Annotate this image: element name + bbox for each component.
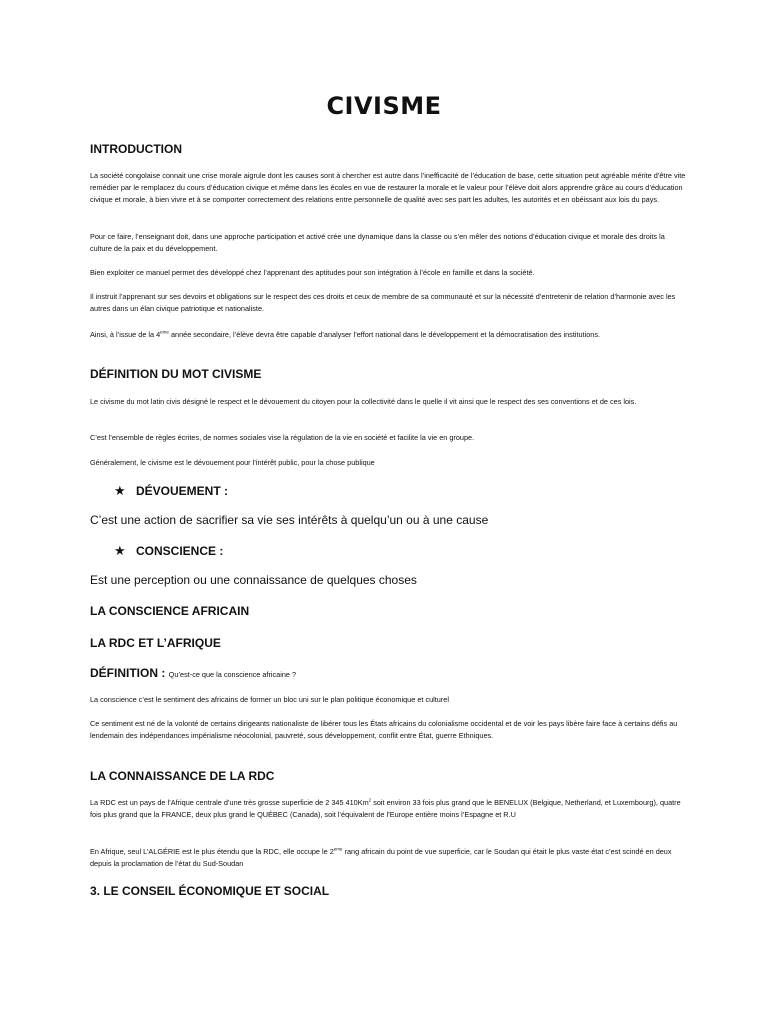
rdc-afrique-heading: LA RDC ET L’AFRIQUE: [90, 636, 221, 650]
rdc-p1-end: soit environ 33 fois plus grand que le BENELUX (Belgique, Netherland, et Luxembourg), quatre fois plus grand que la FRANCE, deux plus grand le QUÉBEC (Canada), soit l’équivalent de l’Europe entière moins l’Espagne et R.U: [90, 798, 681, 819]
rdc-paragraph-2: [90, 846, 688, 870]
intro-p5-sup: eme: [160, 329, 169, 335]
rdc-p2-sup: eme: [333, 846, 343, 852]
rdc-p1-start: La RDC est un pays de l’Afrique centrale d’une très grosse superficie de 2 345 410Km: [90, 798, 369, 807]
star-icon: ★: [114, 484, 126, 499]
definition-heading: DÉFINITION DU MOT CIVISME: [90, 367, 262, 381]
intro-p5-end: année secondaire, l’élève devra être capable d’analyser l’effort national dans le développement et la démocratisation des institutions.: [168, 330, 600, 339]
conscience-paragraph-2: Ce sentiment est né de la volonté de certains dirigeants nationaliste de libérer tous les États africains du colonialisme occidental et de voir les pays libère faire face à certains défis au lendemain des indépendances impérialisme néocolonial, pauvreté, sous développement, conflit entre État, guerre Ethniques.: [90, 719, 678, 740]
rdc-p2-start: En Afrique, seul L’ALGÉRIE est le plus étendu que la RDC, elle occupe le 2: [90, 847, 334, 856]
connaissance-rdc-heading: LA CONNAISSANCE DE LA RDC: [90, 769, 275, 783]
conscience-paragraph-1: La conscience c’est le sentiment des africains de former un bloc uni sur le plan politique économique et culturel: [90, 695, 449, 704]
rdc-p1-sup: 2: [368, 797, 372, 803]
intro-heading: INTRODUCTION: [90, 142, 182, 156]
definition-label: DÉFINITION :: [90, 666, 169, 680]
definition-paragraph-2: C’est l’ensemble de règles écrites, de normes sociales vise la régulation de la vie en société et facilite la vie en groupe.: [90, 433, 475, 442]
devouement-label: DÉVOUEMENT :: [136, 484, 229, 498]
devouement-bullet-heading: [114, 484, 228, 499]
rdc-p2-end: rang africain du point de vue superficie, car le Soudan qui était le plus vaste état c’est scindé en deux depuis la proclamation de l’état du Sud-Soudan: [90, 847, 672, 868]
devouement-text: C’est une action de sacrifier sa vie ses intérêts à quelqu’un ou à une cause: [90, 513, 489, 527]
conseil-heading: 3. LE CONSEIL ÉCONOMIQUE ET SOCIAL: [90, 884, 330, 898]
intro-paragraph-1: La société congolaise connait une crise morale aigrule dont les causes sont à chercher est autre dans l’inefficacité de l’éducation de base, cette situation peut agréable mérite d’être vite remédier par le remplacez du cours d’éducation civique et même dans les écoles en vue de restaurer la morale et le valeur pour l’élève doit alors apprendre grâce au cours d’éducation civique et morale, à bien vivre et à se comporter correctement des relations entre personnelle de qualité avec ses part les adultes, les autorités et en obéissant aux lois du pays.: [90, 171, 686, 204]
intro-paragraph-4: Il instruit l’apprenant sur ses devoirs et obligations sur le respect des ces droits et ceux de membre de sa communauté et sur la nécessité d’entretenir de relation d’harmonie avec les autres dans un élan civique patriotique et nationaliste.: [90, 292, 676, 313]
definition-paragraph-3: Généralement, le civisme est le dévouement pour l’intérêt public, pour la chose publique: [90, 458, 375, 467]
rdc-paragraph-1: [90, 797, 688, 821]
document-title: CIVISME: [326, 92, 442, 120]
intro-paragraph-3: Bien exploiter ce manuel permet des développé chez l’apprenant des aptitudes pour son intégration à l’école en famille et dans la société.: [90, 268, 535, 277]
definition-paragraph-1: Le civisme du mot latin civis désigné le respect et le dévouement du citoyen pour la collectivité dans le quelle il vit ainsi que le respect des ses conventions et de ces lois.: [90, 397, 637, 406]
intro-paragraph-2: Pour ce faire, l’enseignant doit, dans une approche participation et activé crée une dynamique dans la classe ou s’en mêler des notions d’éducation civique et morale des droits la culture de la paix et du développement.: [90, 232, 665, 253]
definition-question: Qu’est-ce que la conscience africaine ?: [168, 670, 297, 679]
intro-paragraph-5: [90, 329, 688, 341]
conscience-label: CONSCIENCE :: [136, 544, 224, 558]
conscience-text: Est une perception ou une connaissance de quelques choses: [90, 573, 417, 587]
star-icon: ★: [114, 544, 126, 559]
intro-p5-start: Ainsi, à l’issue de la 4: [90, 330, 161, 339]
definition-question-line: [90, 666, 296, 680]
conscience-bullet-heading: [114, 544, 223, 559]
conscience-africain-heading: LA CONSCIENCE AFRICAIN: [90, 604, 250, 618]
